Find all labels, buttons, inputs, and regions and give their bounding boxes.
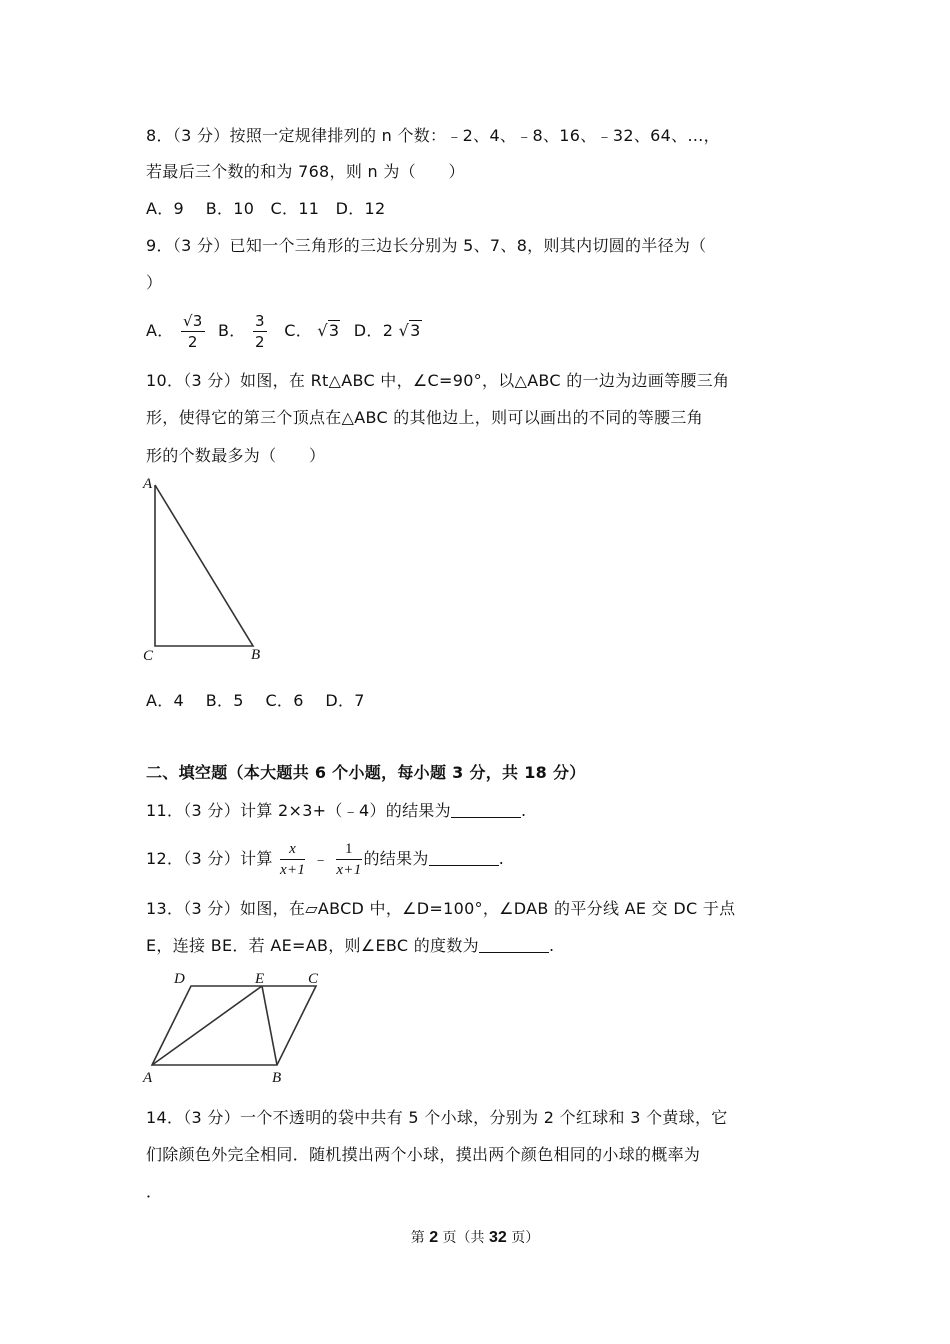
q9-line2: ） — [146, 273, 163, 292]
footer-post: 页） — [506, 1230, 540, 1246]
q10-label-a: A — [143, 476, 153, 492]
q11 — [146, 801, 526, 821]
q10-triangle-shape — [155, 485, 253, 646]
q10-triangle-figure — [135, 470, 275, 670]
q9-option-d-radicand: 3 — [410, 321, 421, 340]
footer-total-pages: 32 — [489, 1229, 507, 1246]
q12-fraction-1-numerator: x — [280, 839, 305, 860]
q13-parallelogram-shape — [152, 986, 316, 1065]
q12-minus: ﹣ — [312, 849, 329, 868]
q13-label-d: D — [174, 971, 185, 987]
q9-option-b-label: B． — [218, 321, 246, 340]
q8-options: A．9 B．10 C．11 D．12 — [146, 199, 386, 218]
q11-text: 11．（3 分）计算 2×3+（﹣4）的结果为 — [146, 801, 451, 820]
q8-line1: 8．（3 分）按照一定规律排列的 n 个数：﹣2、4、﹣8、16、﹣32、64、…， — [146, 126, 720, 145]
q10-label-c: C — [143, 648, 154, 664]
q14-line3: ． — [146, 1182, 163, 1201]
q13-label-c: C — [308, 971, 319, 987]
q10-line3: 形的个数最多为（ ） — [146, 446, 326, 465]
q13-segment-be — [262, 986, 277, 1065]
q13-line1: 13．（3 分）如图，在▱ABCD 中，∠D=100°，∠DAB 的平分线 AE 交 DC 于点 — [146, 899, 736, 918]
q9-option-c-radicand: 3 — [328, 321, 340, 340]
q10-options: A．4 B．5 C．6 D．7 — [146, 691, 365, 710]
q11-end: . — [520, 801, 527, 820]
q9-line1: 9．（3 分）已知一个三角形的三边长分别为 5、7、8，则其内切圆的半径为（ — [146, 236, 707, 255]
q14-line2: 们除颜色外完全相同．随机摸出两个小球，摸出两个颜色相同的小球的概率为 — [146, 1145, 701, 1164]
footer-mid: 页（共 — [438, 1230, 489, 1246]
q10-label-b: B — [251, 647, 261, 663]
q9-option-d-sqrt: √3 — [398, 321, 421, 340]
footer-page-number: 2 — [429, 1229, 439, 1246]
q10-line1: 10．（3 分）如图，在 Rt△ABC 中，∠C=90°，以△ABC 的一边为边画等腰三角 — [146, 371, 730, 390]
q13-line2-text: E，连接 BE．若 AE=AB，则∠EBC 的度数为 — [146, 936, 479, 955]
q12 — [146, 836, 504, 882]
q9-option-c-sqrt: √3 — [317, 321, 340, 340]
q8-line2: 若最后三个数的和为 768，则 n 为（ ） — [146, 162, 465, 181]
q13-parallelogram-figure — [138, 962, 338, 1092]
q14-line1: 14．（3 分）一个不透明的袋中共有 5 个小球，分别为 2 个红球和 3 个黄球，它 — [146, 1108, 728, 1127]
section-2-title: 二、填空题（本大题共 6 个小题，每小题 3 分，共 18 分） — [146, 763, 586, 782]
q12-suffix: 的结果为 — [363, 849, 429, 868]
q9-option-d-label: D．2 — [353, 321, 394, 340]
q12-answer-blank[interactable] — [429, 851, 499, 866]
q13-label-a: A — [143, 1070, 153, 1086]
q9-option-a-label: A． — [146, 321, 174, 340]
q12-fraction-1 — [280, 839, 305, 880]
q13-segment-ae — [152, 986, 262, 1065]
q9-option-b-denominator: 2 — [255, 333, 265, 351]
q12-prefix: 12．（3 分）计算 — [146, 849, 273, 868]
q12-end: . — [498, 849, 505, 868]
q13-label-b: B — [272, 1070, 282, 1086]
q13-line2 — [146, 936, 554, 956]
q13-label-e: E — [255, 971, 265, 987]
q9-options — [146, 308, 422, 354]
q11-answer-blank[interactable] — [451, 803, 521, 818]
q13-end: . — [548, 936, 555, 955]
q13-answer-blank[interactable] — [479, 938, 549, 953]
q9-option-b-fraction — [253, 311, 267, 352]
page-footer — [0, 1227, 950, 1247]
q10-line2: 形，使得它的第三个顶点在△ABC 的其他边上，则可以画出的不同的等腰三角 — [146, 408, 704, 427]
q12-fraction-1-denominator: x+1 — [280, 862, 306, 878]
q9-option-a-denominator: 2 — [187, 333, 198, 351]
q12-fraction-2 — [336, 839, 361, 880]
q9-option-b-numerator: 3 — [255, 312, 265, 330]
footer-pre: 第 — [410, 1230, 430, 1246]
q9-option-a-numerator: √3 — [182, 312, 203, 330]
q9-option-c-label: C． — [284, 321, 313, 340]
q12-fraction-2-numerator: 1 — [336, 839, 361, 860]
q9-option-a-fraction — [181, 311, 205, 352]
q12-fraction-2-denominator: x+1 — [336, 862, 362, 878]
